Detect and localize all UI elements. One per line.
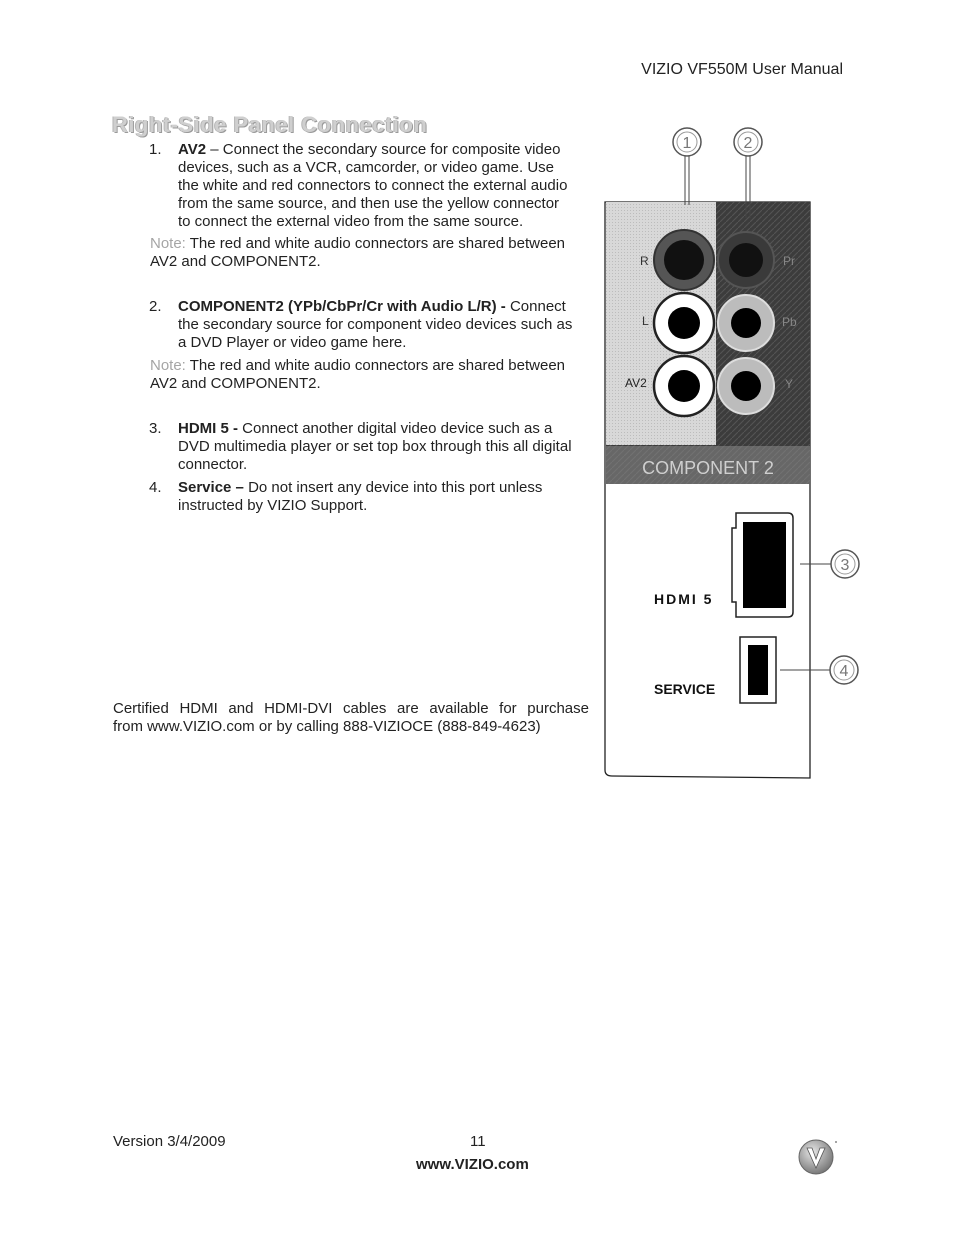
note-2-line: AV2 and COMPONENT2.: [150, 375, 321, 392]
item-2-line: the secondary source for component video devices such as: [178, 316, 573, 333]
label-pr: Pr: [783, 254, 795, 268]
certified-cables-text: [113, 700, 589, 736]
item-4-number: 4.: [149, 479, 162, 496]
note-1-line: AV2 and COMPONENT2.: [150, 253, 321, 270]
item-4-line: instructed by VIZIO Support.: [178, 497, 368, 514]
item-2-number: 2.: [149, 298, 162, 315]
callout-2-number: 2: [743, 135, 753, 152]
item-4-service: [178, 479, 589, 515]
item-1-line: from the same source, and then use the yellow connector: [178, 195, 560, 212]
note-1-label: Note:: [150, 235, 186, 252]
item-1-label: AV2: [178, 141, 207, 158]
note-2: [150, 357, 590, 393]
item-1-line: devices, such as a VCR, camcorder, or video game. Use: [178, 159, 554, 176]
item-3-line: DVD multimedia player or set top box through this all digital: [178, 438, 572, 455]
note-1-line: The red and white audio connectors are shared between: [189, 235, 566, 252]
connector-y: [718, 358, 774, 414]
label-av2: AV2: [625, 376, 647, 390]
item-2-component2: [178, 298, 589, 352]
item-1-number: 1.: [149, 141, 162, 158]
note-1: [150, 235, 590, 271]
label-y: Y: [785, 377, 794, 391]
connector-pb: [718, 295, 774, 351]
label-l: L: [642, 314, 649, 328]
header-title: VIZIO VF550M User Manual: [641, 61, 843, 78]
item-4-line: Do not insert any device into this port unless: [248, 479, 543, 496]
callout-3-number: 3: [840, 557, 850, 574]
item-3-hdmi5: [178, 420, 589, 474]
footer-version: Version 3/4/2009: [113, 1133, 226, 1150]
item-4-label: Service –: [178, 479, 244, 496]
certified-line: Certified HDMI and HDMI-DVI cables are available for purchase: [113, 700, 589, 717]
item-3-line: Connect another digital video device such as a: [242, 420, 553, 437]
service-port: [740, 637, 776, 703]
label-r: R: [640, 254, 649, 268]
item-3-line: connector.: [178, 456, 248, 473]
label-hdmi5: HDMI 5: [654, 591, 714, 607]
connector-r: [654, 230, 714, 290]
item-2-line: Connect: [509, 298, 566, 315]
hdmi-port: [732, 513, 793, 617]
vizio-logo-icon: [798, 1137, 840, 1177]
callout-1-number: 1: [682, 135, 692, 152]
item-1-line: the white and red connectors to connect the external audio: [178, 177, 568, 194]
right-side-panel-diagram: [600, 120, 870, 785]
callout-1: [673, 128, 701, 205]
item-1-line: to connect the external video from the same source.: [178, 213, 524, 230]
label-component-2: COMPONENT 2: [642, 458, 774, 478]
label-service: SERVICE: [654, 681, 716, 697]
connector-pr: [718, 232, 774, 288]
item-2-label: COMPONENT2 (YPb/CbPr/Cr with Audio L/R) -: [178, 298, 506, 315]
item-1-av2: [178, 141, 589, 231]
item-1-sep: –: [206, 141, 223, 158]
certified-line: from www.VIZIO.com or by calling 888-VIZIOCE (888-849-4623): [113, 718, 541, 735]
item-2-line: a DVD Player or video game here.: [178, 334, 407, 351]
label-pb: Pb: [782, 315, 797, 329]
note-2-line: The red and white audio connectors are shared between: [189, 357, 566, 374]
item-3-number: 3.: [149, 420, 162, 437]
item-1-line: Connect the secondary source for composite video: [222, 141, 561, 158]
item-3-label: HDMI 5 -: [178, 420, 238, 437]
footer-url: www.VIZIO.com: [416, 1156, 529, 1173]
callout-4-number: 4: [839, 663, 849, 680]
note-2-label: Note:: [150, 357, 186, 374]
section-title: Right-Side Panel Connection: [112, 112, 428, 137]
connector-l: [654, 293, 714, 353]
connector-av2: [654, 356, 714, 416]
footer-page-number: 11: [470, 1133, 486, 1150]
